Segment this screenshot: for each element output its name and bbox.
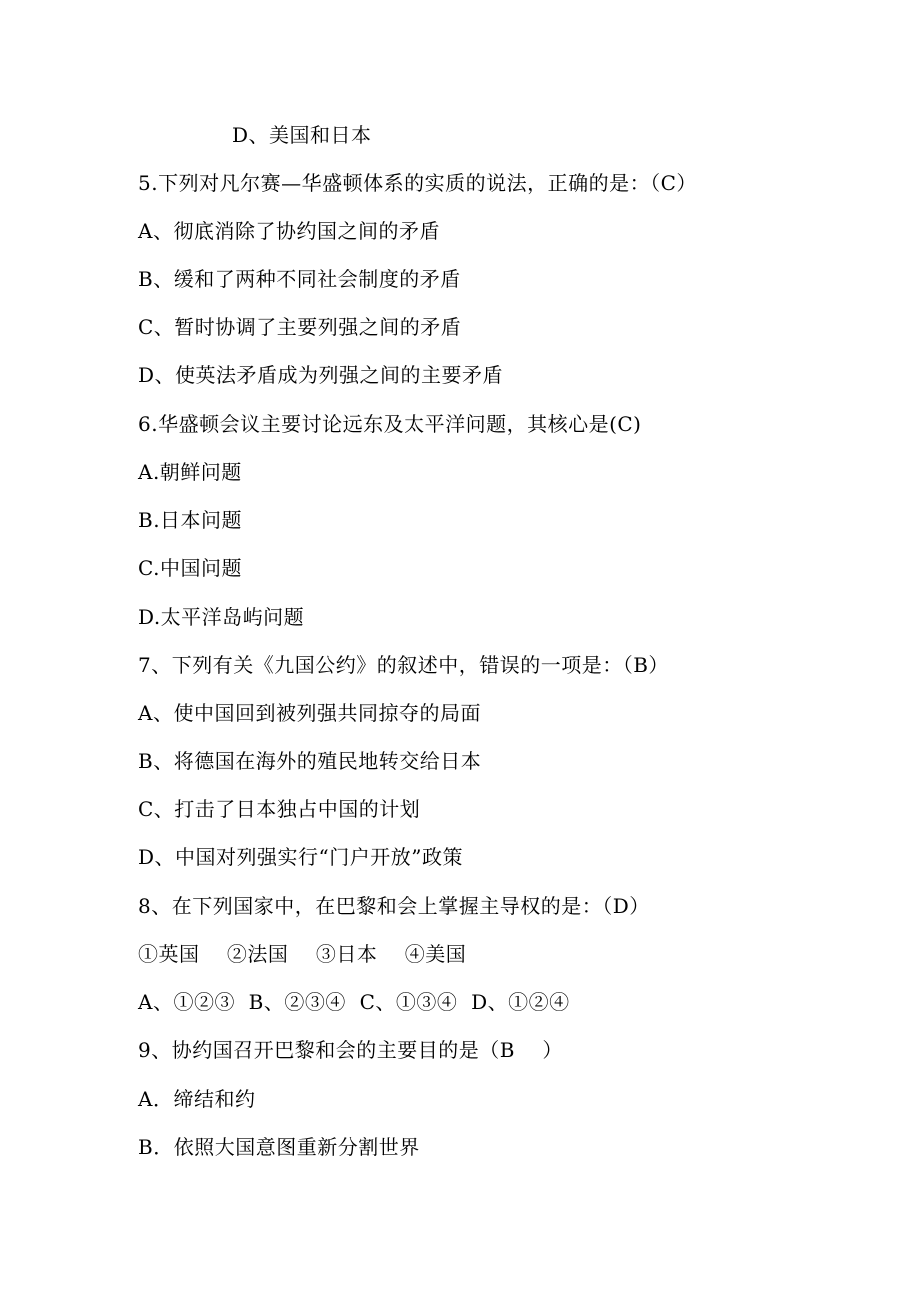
option-d-q4: D、美国和日本 bbox=[232, 123, 372, 147]
question-9: 9、协约国召开巴黎和会的主要目的是（B ） bbox=[138, 1038, 563, 1062]
option-a-q7: A、使中国回到被列强共同掠夺的局面 bbox=[138, 701, 481, 725]
question-8: 8、在下列国家中，在巴黎和会上掌握主导权的是：（D） bbox=[138, 894, 650, 918]
question-7: 7、下列有关《九国公约》的叙述中，错误的一项是：（B） bbox=[138, 653, 669, 677]
option-b-q5: B、缓和了两种不同社会制度的矛盾 bbox=[138, 267, 461, 291]
option-b-q9: B．依照大国意图重新分割世界 bbox=[138, 1135, 420, 1159]
option-a-q6: A.朝鲜问题 bbox=[138, 460, 242, 484]
option-c-q5: C、暂时协调了主要列强之间的矛盾 bbox=[138, 315, 462, 339]
option-a-q9: A．缔结和约 bbox=[138, 1087, 256, 1111]
option-d-q5: D、使英法矛盾成为列强之间的主要矛盾 bbox=[138, 363, 504, 387]
option-d-q7: D、中国对列强实行“门户开放”政策 bbox=[138, 845, 463, 869]
option-c-q7: C、打击了日本独占中国的计划 bbox=[138, 797, 421, 821]
option-b-q6: B.日本问题 bbox=[138, 508, 243, 532]
question-5: 5.下列对凡尔赛—华盛顿体系的实质的说法，正确的是：（C） bbox=[138, 171, 697, 195]
options-q8: A、①②③ B、②③④ C、①③④ D、①②④ bbox=[138, 990, 570, 1014]
option-c-q6: C.中国问题 bbox=[138, 556, 242, 580]
option-d-q6: D.太平洋岛屿问题 bbox=[138, 605, 305, 629]
option-a-q5: A、彻底消除了协约国之间的矛盾 bbox=[138, 219, 440, 243]
option-b-q7: B、将德国在海外的殖民地转交给日本 bbox=[138, 749, 482, 773]
country-list-q8: ①英国 ②法国 ③日本 ④美国 bbox=[138, 942, 467, 966]
question-6: 6.华盛顿会议主要讨论远东及太平洋问题，其核心是(C) bbox=[138, 412, 642, 436]
